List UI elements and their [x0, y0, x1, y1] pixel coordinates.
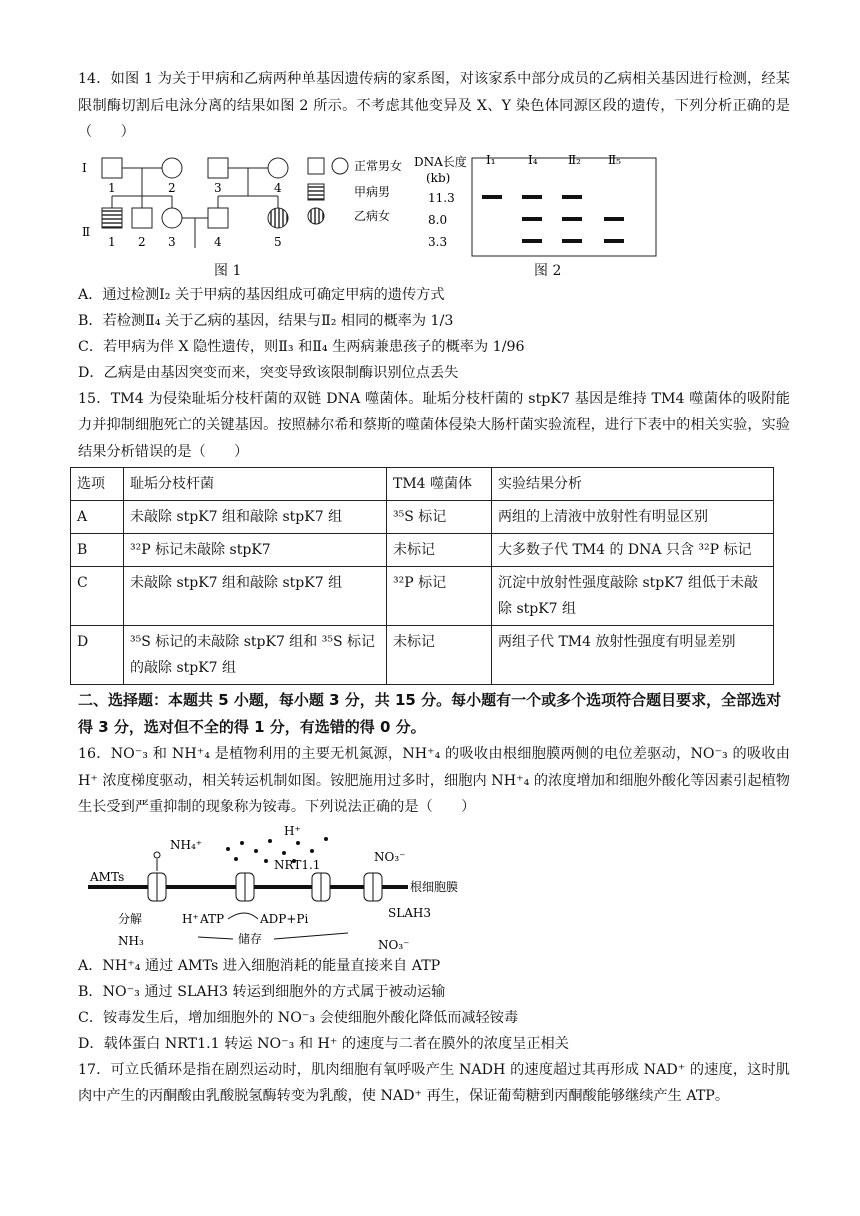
svg-text:AMTs: AMTs	[90, 869, 125, 884]
svg-text:Ⅱ₂: Ⅱ₂	[568, 152, 581, 167]
svg-text:3: 3	[168, 234, 176, 249]
I1-male	[102, 158, 122, 178]
II5-yi-female	[268, 208, 288, 228]
gen-label-1: Ⅰ	[82, 160, 87, 175]
svg-text:4: 4	[274, 180, 282, 195]
svg-text:ATP: ATP	[200, 911, 225, 926]
gel-unit: (kb)	[426, 170, 451, 185]
q17-stem: 17．可立氏循环是指在剧烈运动时，肌肉细胞有氧呼吸产生 NADH 的速度超过其再形成 NAD⁺ 的速度，这时肌肉中产生的丙酮酸由乳酸脱氢酶转变为乳酸，使 NAD⁺ 再生，保证葡萄糖到丙酮酸能够继续产生 ATP。	[78, 1061, 790, 1104]
table-cell: C	[71, 567, 124, 626]
II3-female	[162, 208, 182, 228]
table-cell: 两组子代 TM4 放射性强度有明显差别	[492, 626, 774, 685]
exam-page	[78, 66, 790, 1110]
svg-text:Ⅰ₁: Ⅰ₁	[486, 152, 496, 167]
q14-option-b: B．若检测Ⅱ₄ 关于乙病的基因，结果与Ⅱ₂ 相同的概率为 1/3	[78, 312, 454, 329]
svg-text:5: 5	[274, 234, 282, 249]
table-cell: ³²P 标记未敲除 stpK7	[124, 534, 387, 567]
transport-diagram	[78, 825, 498, 951]
table-cell: 未标记	[387, 626, 492, 685]
svg-text:H⁺: H⁺	[284, 824, 301, 838]
svg-text:ADP+Pi: ADP+Pi	[260, 911, 309, 926]
svg-text:3.3: 3.3	[428, 234, 448, 249]
table-cell: 未标记	[387, 534, 492, 567]
table-cell: 沉淀中放射性强度敲除 stpK7 组低于未敲除 stpK7 组	[492, 567, 774, 626]
svg-text:NH₄⁺: NH₄⁺	[170, 837, 203, 852]
svg-text:8.0: 8.0	[428, 212, 448, 227]
table-header: TM4 噬菌体	[387, 468, 492, 501]
table-cell: 未敲除 stpK7 组和敲除 stpK7 组	[124, 567, 387, 626]
legend-jia: 甲病男	[354, 184, 391, 199]
table-cell: B	[71, 534, 124, 567]
table-row	[71, 626, 774, 685]
gen-label-2: Ⅱ	[82, 224, 91, 239]
table-cell: ³⁵S 标记	[387, 501, 492, 534]
svg-text:H⁺: H⁺	[182, 911, 199, 926]
table-header: 选项	[71, 468, 124, 501]
table-cell: 大多数子代 TM4 的 DNA 只含 ³²P 标记	[492, 534, 774, 567]
svg-text:2: 2	[138, 234, 146, 249]
svg-text:4: 4	[214, 234, 222, 249]
q14-stem: 14．如图 1 为关于甲病和乙病两种单基因遗传病的家系图，对该家系中部分成员的乙病相关基因进行检测，经某限制酶切割后电泳分离的结果如图 2 所示。不考虑其他变异及 X、Y 染色体同源区段的遗传，下列分析正确的是（ ）	[78, 71, 790, 140]
II4-male	[208, 208, 228, 228]
gel-header: DNA长度	[414, 154, 467, 169]
table-header: 耻垢分枝杆菌	[124, 468, 387, 501]
table-cell: 未敲除 stpK7 组和敲除 stpK7 组	[124, 501, 387, 534]
svg-text:NO₃⁻: NO₃⁻	[378, 937, 410, 951]
table-cell: ³⁵S 标记的未敲除 stpK7 组和 ³⁵S 标记的敲除 stpK7 组	[124, 626, 387, 685]
table-header-row	[71, 468, 774, 501]
II2-male	[132, 208, 152, 228]
svg-text:分解: 分解	[118, 911, 143, 926]
table-cell: A	[71, 501, 124, 534]
table-row	[71, 534, 774, 567]
svg-text:NH₃: NH₃	[118, 933, 144, 948]
svg-text:储存: 储存	[238, 931, 263, 946]
q16-option-a: A．NH⁺₄ 通过 AMTs 进入细胞消耗的能量直接来自 ATP	[78, 957, 441, 974]
fig1-caption: 图 1	[214, 262, 242, 279]
q16-option-d: D．载体蛋白 NRT1.1 转运 NO⁻₃ 和 H⁺ 的速度与二者在膜外的浓度呈正相关	[78, 1035, 569, 1052]
table-row	[71, 567, 774, 626]
legend-normal: 正常男女	[354, 158, 403, 173]
I4-female	[268, 158, 288, 178]
membrane-label: 根细胞膜	[410, 879, 459, 894]
legend-yi: 乙病女	[354, 208, 391, 223]
svg-text:1: 1	[108, 234, 116, 249]
I3-male	[208, 158, 228, 178]
svg-text:Ⅱ₅: Ⅱ₅	[608, 152, 621, 167]
svg-text:3: 3	[214, 180, 222, 195]
table-cell: 两组的上清液中放射性有明显区别	[492, 501, 774, 534]
q14-option-c: C．若甲病为伴 X 隐性遗传，则Ⅱ₃ 和Ⅱ₄ 生两病兼患孩子的概率为 1/96	[78, 338, 525, 355]
II1-jia-male	[102, 208, 122, 228]
svg-text:11.3: 11.3	[428, 190, 455, 205]
svg-text:2: 2	[168, 180, 176, 195]
svg-text:NRT1.1: NRT1.1	[274, 857, 321, 872]
q15-stem: 15．TM4 为侵染耻垢分枝杆菌的双链 DNA 噬菌体。耻垢分枝杆菌的 stpK7 基因是维持 TM4 噬菌体的吸附能力并抑制细胞死亡的关键基因。按照赫尔希和蔡斯的噬菌体侵染大肠杆菌实验流程，进行下表中的相关实验，实验结果分析错误的是（ ）	[78, 390, 790, 460]
fig2-caption: 图 2	[534, 262, 562, 279]
q16-option-b: B．NO⁻₃ 通过 SLAH3 转运到细胞外的方式属于被动运输	[78, 983, 446, 1000]
svg-text:NO₃⁻: NO₃⁻	[374, 849, 406, 864]
svg-text:1: 1	[108, 180, 116, 195]
table-header: 实验结果分析	[492, 468, 774, 501]
svg-text:SLAH3: SLAH3	[388, 905, 431, 920]
q16-stem: 16．NO⁻₃ 和 NH⁺₄ 是植物利用的主要无机氮源，NH⁺₄ 的吸收由根细胞膜两侧的电位差驱动，NO⁻₃ 的吸收由 H⁺ 浓度梯度驱动，相关转运机制如图。铵肥施用过多时，细胞内 NH⁺₄ 的浓度增加和细胞外酸化等因素引起植物生长受到严重抑制的现象称为铵毒。下列说法正确的是（ ）	[78, 746, 790, 815]
table-cell: ³²P 标记	[387, 567, 492, 626]
q14-option-d: D．乙病是由基因突变而来，突变导致该限制酶识别位点丢失	[78, 364, 459, 381]
q14-option-a: A．通过检测Ⅰ₂ 关于甲病的基因组成可确定甲病的遗传方式	[78, 286, 445, 303]
q15-table	[70, 467, 774, 685]
svg-text:Ⅰ₄: Ⅰ₄	[528, 152, 538, 167]
I2-female	[162, 158, 182, 178]
section-2-heading: 二、选择题：本题共 5 小题，每小题 3 分，共 15 分。每小题有一个或多个选项符合题目要求，全部选对得 3 分，选对但不全的得 1 分，有选错的得 0 分。	[78, 691, 782, 736]
q14-figures	[78, 150, 790, 282]
table-cell: D	[71, 626, 124, 685]
table-row	[71, 501, 774, 534]
q16-option-c: C．铵毒发生后，增加细胞外的 NO⁻₃ 会使细胞外酸化降低而减轻铵毒	[78, 1009, 519, 1026]
